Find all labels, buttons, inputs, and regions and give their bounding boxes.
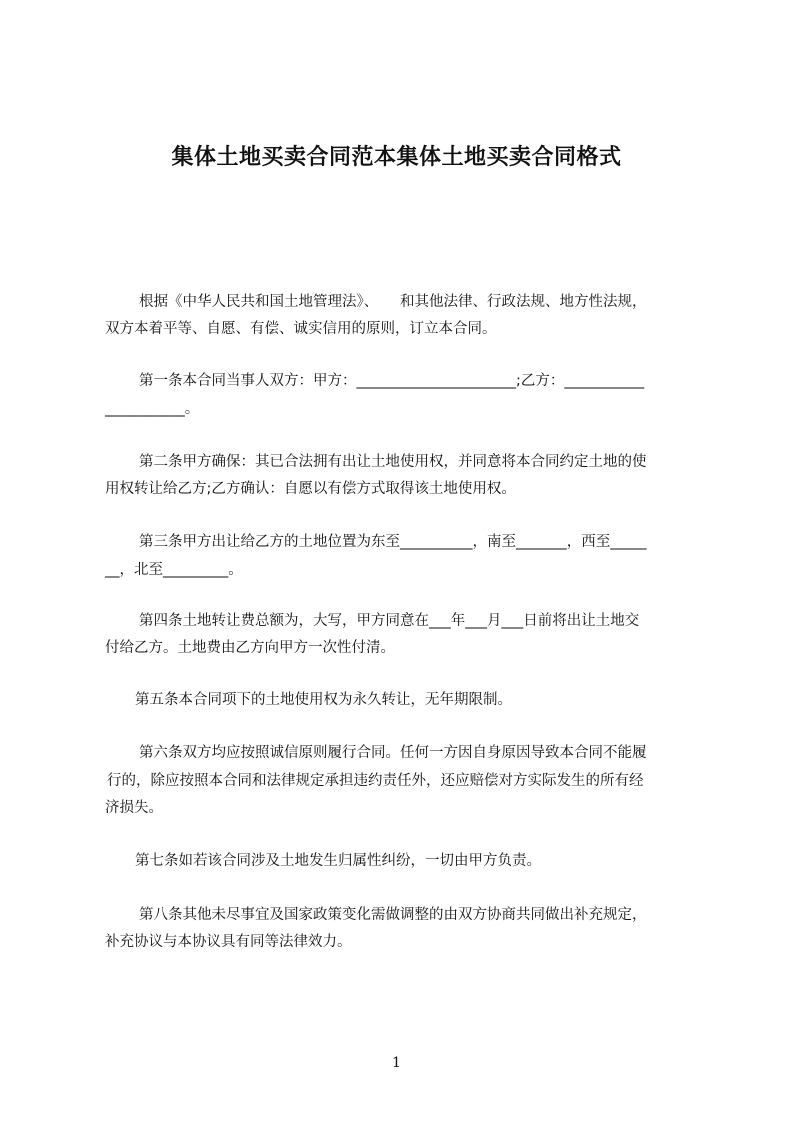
article-7-line-1: 第七条如若该合同涉及土地发生归属性纠纷，一切由甲方负责。 [135, 853, 541, 869]
article-6-line-3: 济损失。 [105, 800, 163, 816]
article-3-line-2: __，北至_________。 [105, 562, 243, 578]
article-6-line-2: 行的，除应按照本合同和法律规定承担违约责任外，还应赔偿对方实际发生的所有经 [107, 773, 644, 789]
article-6-line-1: 第六条双方均应按照诚信原则履行合同。任何一方因自身原因导致本合同不能履 [139, 745, 647, 761]
page-title: 集体土地买卖合同范本集体土地买卖合同格式 [171, 145, 622, 170]
article-1-line-1: 第一条本合同当事人双方：甲方：______________________;乙方：___________ [139, 373, 645, 389]
article-3-line-1: 第三条甲方出让给乙方的土地位置为东至__________，南至_______，西至_____ [139, 534, 647, 550]
article-8-line-1: 第八条其他未尽事宜及国家政策变化需做调整的由双方协商共同做出补充规定， [139, 907, 647, 923]
article-2-line-2: 用权转让给乙方;乙方确认：自愿以有偿方式取得该土地使用权。 [105, 481, 516, 497]
page-number: 1 [392, 1055, 401, 1071]
article-5-line-1: 第五条本合同项下的土地使用权为永久转让，无年期限制。 [135, 692, 512, 708]
article-4-line-2: 付给乙方。土地费由乙方向甲方一次性付清。 [105, 640, 395, 656]
article-2-line-1: 第二条甲方确保：其已合法拥有出让土地使用权，并同意将本合同约定土地的使 [139, 454, 647, 470]
article-4-line-1: 第四条土地转让费总额为，大写，甲方同意在___年___月___日前将出让土地交 [139, 613, 640, 629]
preamble-line-2: 双方本着平等、自愿、有偿、诚实信用的原则，订立本合同。 [105, 321, 497, 337]
article-8-line-2: 补充协议与本协议具有同等法律效力。 [105, 934, 352, 950]
preamble-line-1: 根据《中华人民共和国土地管理法》、 和其他法律、行政法规、地方性法规， [139, 294, 647, 310]
article-1-line-2: ___________。 [105, 401, 200, 417]
